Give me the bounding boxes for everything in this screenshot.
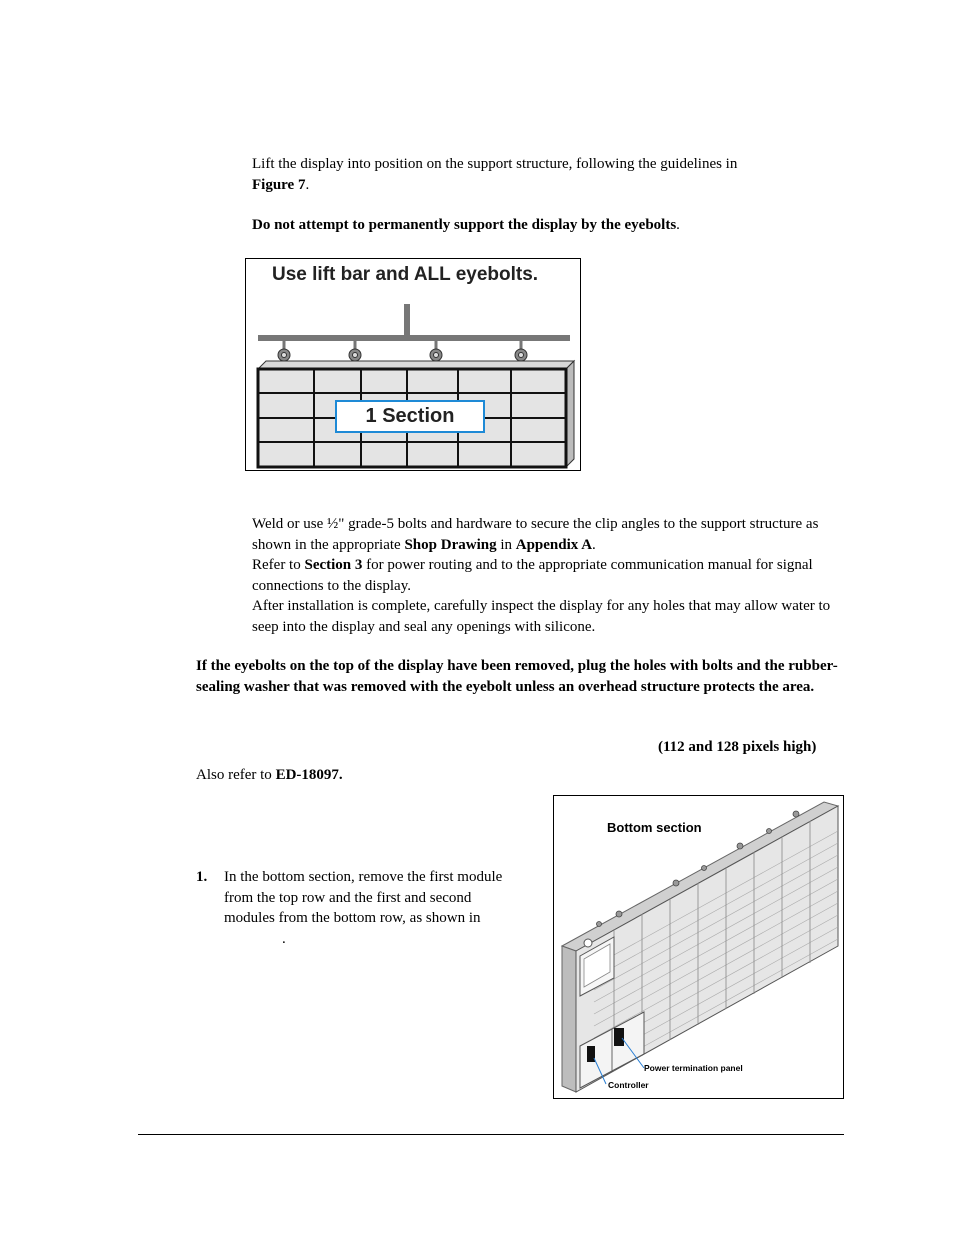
step-1-text: In the bottom section, remove the first module from the top row and the first and second modules from the bottom row, as shown in. — [224, 869, 503, 947]
power-termination-panel-label: Power termination panel — [644, 1063, 743, 1073]
figure-7-reference: Figure 7 — [252, 176, 306, 193]
footer-divider — [138, 1134, 844, 1135]
installation-steps: Weld or use ½" grade-5 bolts and hardware to secure the clip angles to the support structure as shown in the appropriate Shop Drawing in Appendix A. Refer to Section 3 for power routing and to the appropriate communication manual for signal connections to the display. After installation is complete, carefully inspect the display for any holes that may allow water to seep into the display and seal any openings with silicone. — [252, 516, 831, 635]
step-1-number: 1. — [196, 869, 208, 885]
appendix-a-reference: Appendix A — [515, 536, 593, 553]
section-3-reference: Section 3 — [304, 557, 363, 573]
also-refer: Also refer to ED-18097. — [196, 767, 343, 783]
figure-8-bottom-section — [553, 795, 844, 1099]
pixel-height-heading: (112 and 128 pixels high) — [658, 739, 817, 755]
lift-bar-illustration — [246, 259, 581, 471]
controller-label: Controller — [608, 1080, 649, 1090]
eyebolt-warning: Do not attempt to permanently support the display by the eyebolts. — [252, 217, 680, 233]
eyebolt-removal-note: If the eyebolts on the top of the display have been removed, plug the holes with bolts and the rubber-sealing washer that was removed with the eyebolt unless an overhead structure protects the area. — [196, 658, 838, 695]
bottom-section-illustration — [554, 796, 844, 1099]
bottom-section-label: Bottom section — [607, 820, 702, 835]
figure-7-lift-diagram — [245, 258, 581, 471]
lift-instruction: Lift the display into position on the support structure, following the guidelines in Figure 7. — [252, 156, 738, 193]
shop-drawing-reference: Shop Drawing — [404, 536, 497, 553]
section-count-label: 1 Section — [335, 400, 485, 433]
ed-drawing-reference: ED-18097. — [275, 767, 343, 783]
figure-7-title: Use lift bar and ALL eyebolts. — [272, 264, 539, 285]
